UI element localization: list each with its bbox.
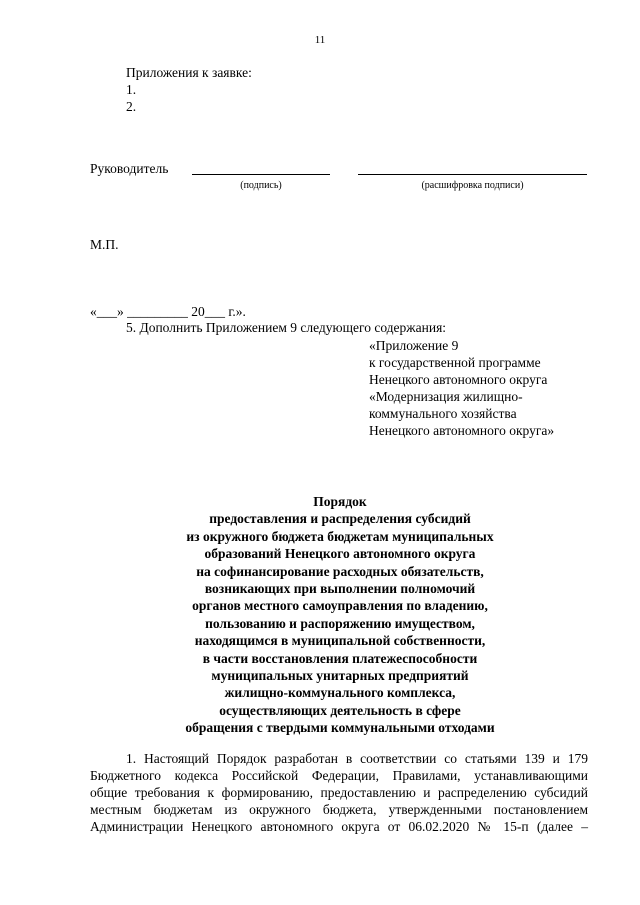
stamp-place: М.П. — [90, 237, 119, 252]
item-5: 5. Дополнить Приложением 9 следующего содержания: — [126, 320, 447, 335]
title-line: предоставления и распределения субсидий — [209, 511, 471, 527]
appendix-ref-line: «Модернизация жилищно- — [369, 389, 523, 404]
title-line: муниципальных унитарных предприятий — [211, 668, 469, 684]
page-number: 11 — [314, 34, 326, 46]
paragraph-line: общие требования к формированию, предоставлению и распределению субсидий — [90, 785, 588, 800]
attachment-item: 1. — [126, 82, 137, 97]
signature-line — [192, 174, 330, 175]
paragraph-1 — [90, 750, 588, 835]
title-line: пользованию и распоряжению имуществом, — [205, 615, 475, 631]
attachment-item: 2. — [126, 99, 137, 114]
signature-decode-line — [358, 174, 587, 175]
title-line: жилищно-коммунального комплекса, — [224, 685, 456, 701]
title-line: на софинансирование расходных обязательств, — [196, 563, 484, 579]
title-line: Порядок — [313, 494, 367, 509]
title-line: образований Ненецкого автономного округа — [204, 546, 476, 562]
signature-caption: (подпись) — [240, 180, 282, 191]
title-line: обращения с твердыми коммунальными отходами — [185, 720, 495, 736]
paragraph-line: Администрации Ненецкого автономного округа от 06.02.2020 № 15-п (далее – — [90, 819, 588, 834]
date-line: «___» _________ 20___ г.». — [90, 304, 246, 319]
title-line: находящимся в муниципальной собственности, — [194, 633, 486, 649]
paragraph-line: 1. Настоящий Порядок разработан в соответствии со статьями 139 и 179 — [126, 751, 588, 766]
appendix-ref-line: к государственной программе — [369, 355, 541, 370]
appendix-ref-line: Ненецкого автономного округа» — [369, 423, 555, 438]
appendix-ref-line: Ненецкого автономного округа — [369, 372, 548, 387]
paragraph-line: местным бюджетам из окружного бюджета, утвержденными постановлением — [90, 802, 588, 817]
title-line: возникающих при выполнении полномочий — [204, 581, 476, 597]
appendix-ref-line: коммунального хозяйства — [369, 406, 517, 421]
paragraph-line: Бюджетного кодекса Российской Федерации, Правилами, устанавливающими — [90, 768, 588, 783]
attachments-heading: Приложения к заявке: — [126, 65, 252, 80]
appendix-ref-line: «Приложение 9 — [369, 338, 459, 353]
title-line: в части восстановления платежеспособности — [202, 650, 478, 666]
title-line: осуществляющих деятельность в сфере — [219, 702, 461, 718]
signature-decode-caption: (расшифровка подписи) — [421, 180, 524, 191]
title-line: органов местного самоуправления по владению, — [192, 598, 488, 614]
title-line: из окружного бюджета бюджетам муниципальных — [186, 528, 494, 544]
document-title — [90, 493, 590, 737]
signatory-role: Руководитель — [90, 161, 169, 176]
